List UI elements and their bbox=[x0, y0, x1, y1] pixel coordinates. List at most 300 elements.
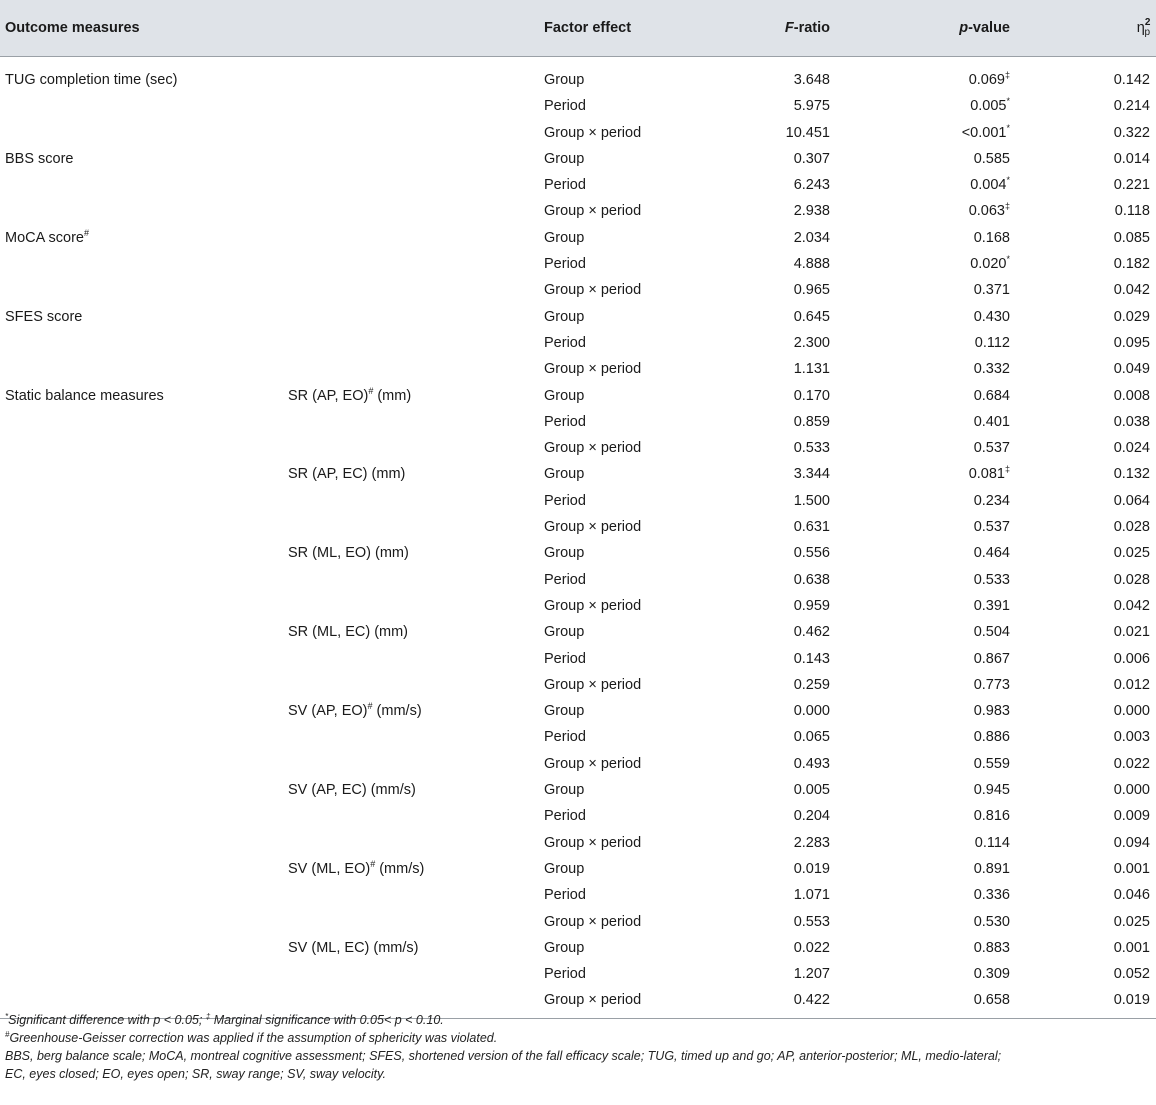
eta-squared-value: 0.221 bbox=[1113, 177, 1150, 194]
cell-p-value bbox=[830, 172, 1010, 198]
table-body bbox=[0, 57, 1156, 1019]
table-row bbox=[0, 856, 1156, 882]
cell-f-ratio bbox=[700, 961, 830, 987]
cell-outcome bbox=[0, 383, 288, 409]
cell-eta-squared bbox=[1010, 198, 1156, 224]
table-row bbox=[0, 251, 1156, 277]
factor-effect-label: Period bbox=[544, 887, 586, 904]
cell-factor-effect bbox=[544, 146, 700, 172]
cell-f-ratio bbox=[700, 304, 830, 330]
cell-eta-squared bbox=[1010, 803, 1156, 829]
factor-effect-label: Group bbox=[544, 703, 585, 720]
cell-f-ratio bbox=[700, 330, 830, 356]
cell-sub-measure bbox=[288, 251, 544, 277]
table-row bbox=[0, 356, 1156, 382]
p-value-value: 0.559 bbox=[973, 755, 1010, 772]
cell-sub-measure bbox=[288, 698, 544, 724]
cell-outcome bbox=[0, 330, 288, 356]
cell-sub-measure bbox=[288, 146, 544, 172]
p-value-value: 0.234 bbox=[973, 492, 1010, 509]
table-row bbox=[0, 803, 1156, 829]
factor-effect-label: Group × period bbox=[544, 124, 642, 141]
footnote-greenhouse bbox=[5, 1029, 1140, 1047]
p-value-value: 0.081 bbox=[968, 466, 1005, 483]
sub-measure-label: SV (AP, EC) (mm/s) bbox=[288, 782, 416, 799]
cell-f-ratio bbox=[700, 146, 830, 172]
cell-eta-squared bbox=[1010, 646, 1156, 672]
cell-factor-effect bbox=[544, 672, 700, 698]
cell-p-value bbox=[830, 830, 1010, 856]
cell-f-ratio bbox=[700, 277, 830, 303]
p-value-value: 0.883 bbox=[973, 939, 1010, 956]
cell-eta-squared bbox=[1010, 330, 1156, 356]
cell-p-value bbox=[830, 540, 1010, 566]
cell-f-ratio bbox=[700, 593, 830, 619]
table-row bbox=[0, 672, 1156, 698]
cell-p-value bbox=[830, 435, 1010, 461]
table-row bbox=[0, 830, 1156, 856]
cell-eta-squared bbox=[1010, 882, 1156, 908]
p-value-value: 0.983 bbox=[973, 703, 1010, 720]
cell-f-ratio bbox=[700, 909, 830, 935]
factor-effect-label: Period bbox=[544, 334, 586, 351]
p-value-value: 0.112 bbox=[974, 334, 1010, 351]
cell-outcome bbox=[0, 461, 288, 487]
cell-outcome bbox=[0, 488, 288, 514]
footnote-greenhouse-text: Greenhouse-Geisser correction was applied if the assumption of sphericity was violated. bbox=[9, 1031, 498, 1045]
eta-squared-value: 0.038 bbox=[1113, 413, 1150, 430]
cell-eta-squared bbox=[1010, 93, 1156, 119]
cell-eta-squared bbox=[1010, 225, 1156, 251]
p-value-value: 0.585 bbox=[973, 150, 1010, 167]
cell-p-value bbox=[830, 751, 1010, 777]
p-value-value: 0.332 bbox=[973, 361, 1010, 378]
cell-f-ratio bbox=[700, 698, 830, 724]
table-row bbox=[0, 57, 1156, 94]
cell-factor-effect bbox=[544, 777, 700, 803]
f-ratio-value: 0.638 bbox=[793, 571, 830, 588]
cell-sub-measure bbox=[288, 882, 544, 908]
eta-squared-value: 0.009 bbox=[1113, 808, 1150, 825]
cell-sub-measure bbox=[288, 619, 544, 645]
cell-sub-measure bbox=[288, 567, 544, 593]
cell-p-value bbox=[830, 909, 1010, 935]
cell-outcome bbox=[0, 435, 288, 461]
f-ratio-value: 0.170 bbox=[793, 387, 830, 404]
cell-p-value bbox=[830, 356, 1010, 382]
header-f-ratio bbox=[700, 0, 830, 57]
p-value-value: 0.391 bbox=[973, 597, 1010, 614]
f-ratio-value: 0.022 bbox=[793, 939, 830, 956]
cell-outcome bbox=[0, 514, 288, 540]
cell-f-ratio bbox=[700, 777, 830, 803]
table-row bbox=[0, 882, 1156, 908]
cell-factor-effect bbox=[544, 330, 700, 356]
f-ratio-value: 2.034 bbox=[793, 229, 830, 246]
eta-squared-value: 0.028 bbox=[1113, 571, 1150, 588]
cell-factor-effect bbox=[544, 567, 700, 593]
factor-effect-label: Group bbox=[544, 545, 585, 562]
cell-factor-effect bbox=[544, 435, 700, 461]
factor-effect-label: Period bbox=[544, 966, 586, 983]
header-p-italic: p bbox=[959, 20, 969, 36]
sub-measure-unit: (mm) bbox=[373, 387, 412, 404]
cell-f-ratio bbox=[700, 672, 830, 698]
cell-p-value bbox=[830, 409, 1010, 435]
eta-squared-value: 0.001 bbox=[1113, 860, 1150, 877]
outcome-footnote-mark: # bbox=[83, 227, 89, 238]
eta-squared-value: 0.046 bbox=[1113, 887, 1150, 904]
sub-measure-label: SR (AP, EO) bbox=[288, 387, 369, 404]
p-value-value: 0.371 bbox=[973, 282, 1010, 299]
cell-factor-effect bbox=[544, 698, 700, 724]
cell-sub-measure bbox=[288, 225, 544, 251]
factor-effect-label: Period bbox=[544, 492, 586, 509]
factor-effect-label: Period bbox=[544, 808, 586, 825]
eta-squared-value: 0.142 bbox=[1113, 72, 1150, 88]
f-ratio-value: 3.344 bbox=[793, 466, 830, 483]
table-row bbox=[0, 461, 1156, 487]
f-ratio-value: 1.500 bbox=[793, 492, 830, 509]
eta-squared-value: 0.322 bbox=[1113, 124, 1150, 141]
f-ratio-value: 0.493 bbox=[793, 755, 830, 772]
cell-eta-squared bbox=[1010, 935, 1156, 961]
p-value-value: 0.891 bbox=[973, 860, 1010, 877]
cell-factor-effect bbox=[544, 57, 700, 94]
cell-f-ratio bbox=[700, 172, 830, 198]
p-value-footnote-mark: * bbox=[1006, 122, 1010, 133]
cell-f-ratio bbox=[700, 57, 830, 94]
eta-squared-value: 0.001 bbox=[1113, 939, 1150, 956]
sub-measure-footnote-mark: # bbox=[368, 385, 374, 396]
cell-outcome bbox=[0, 672, 288, 698]
factor-effect-label: Group × period bbox=[544, 834, 642, 851]
table-row bbox=[0, 304, 1156, 330]
table-row bbox=[0, 935, 1156, 961]
cell-p-value bbox=[830, 856, 1010, 882]
cell-eta-squared bbox=[1010, 856, 1156, 882]
eta-squared-value: 0.095 bbox=[1113, 334, 1150, 351]
cell-sub-measure bbox=[288, 488, 544, 514]
factor-effect-label: Group bbox=[544, 466, 585, 483]
cell-f-ratio bbox=[700, 409, 830, 435]
sub-measure-label: SR (ML, EO) (mm) bbox=[288, 545, 409, 562]
factor-effect-label: Group × period bbox=[544, 597, 642, 614]
cell-factor-effect bbox=[544, 751, 700, 777]
cell-sub-measure bbox=[288, 383, 544, 409]
table-row bbox=[0, 172, 1156, 198]
cell-p-value bbox=[830, 146, 1010, 172]
p-value-value: 0.336 bbox=[973, 887, 1010, 904]
cell-eta-squared bbox=[1010, 304, 1156, 330]
cell-f-ratio bbox=[700, 514, 830, 540]
f-ratio-value: 0.533 bbox=[793, 440, 830, 457]
cell-f-ratio bbox=[700, 751, 830, 777]
cell-eta-squared bbox=[1010, 146, 1156, 172]
eta-squared-value: 0.003 bbox=[1113, 729, 1150, 746]
cell-sub-measure bbox=[288, 961, 544, 987]
cell-p-value bbox=[830, 383, 1010, 409]
cell-f-ratio bbox=[700, 356, 830, 382]
p-value-footnote-mark: ‡ bbox=[1004, 464, 1010, 475]
eta-squared-value: 0.025 bbox=[1113, 545, 1150, 562]
cell-sub-measure bbox=[288, 803, 544, 829]
cell-outcome bbox=[0, 540, 288, 566]
cell-sub-measure bbox=[288, 304, 544, 330]
cell-outcome bbox=[0, 93, 288, 119]
cell-factor-effect bbox=[544, 803, 700, 829]
cell-factor-effect bbox=[544, 198, 700, 224]
cell-outcome bbox=[0, 856, 288, 882]
cell-outcome bbox=[0, 120, 288, 146]
sub-measure-label: SR (ML, EC) (mm) bbox=[288, 624, 409, 641]
p-value-value: 0.537 bbox=[973, 440, 1010, 457]
cell-sub-measure bbox=[288, 830, 544, 856]
factor-effect-label: Group bbox=[544, 860, 585, 877]
cell-factor-effect bbox=[544, 909, 700, 935]
cell-sub-measure bbox=[288, 646, 544, 672]
p-value-value: 0.168 bbox=[973, 229, 1010, 246]
f-ratio-value: 0.259 bbox=[793, 676, 830, 693]
eta-squared-value: 0.049 bbox=[1113, 361, 1150, 378]
cell-eta-squared bbox=[1010, 751, 1156, 777]
sub-measure-label: SR (AP, EC) (mm) bbox=[288, 466, 406, 483]
eta-squared-value: 0.094 bbox=[1113, 834, 1150, 851]
footnote-double-dagger-mark: ‡ bbox=[205, 1011, 211, 1021]
f-ratio-value: 5.975 bbox=[793, 98, 830, 115]
table-row bbox=[0, 120, 1156, 146]
sub-measure-label: SV (ML, EO) bbox=[288, 860, 371, 877]
p-value-value: 0.537 bbox=[973, 519, 1010, 536]
cell-eta-squared bbox=[1010, 540, 1156, 566]
table-row bbox=[0, 646, 1156, 672]
eta-squared-value: 0.006 bbox=[1113, 650, 1150, 667]
outcome-label: SFES score bbox=[5, 308, 83, 325]
eta-squared-value: 0.182 bbox=[1113, 256, 1150, 273]
cell-outcome bbox=[0, 803, 288, 829]
table-row bbox=[0, 277, 1156, 303]
cell-p-value bbox=[830, 225, 1010, 251]
table-row bbox=[0, 514, 1156, 540]
table-row bbox=[0, 540, 1156, 566]
cell-sub-measure bbox=[288, 777, 544, 803]
cell-p-value bbox=[830, 57, 1010, 94]
cell-factor-effect bbox=[544, 830, 700, 856]
f-ratio-value: 0.553 bbox=[793, 913, 830, 930]
p-value-value: 0.430 bbox=[973, 308, 1010, 325]
f-ratio-value: 0.307 bbox=[793, 150, 830, 167]
table-row bbox=[0, 93, 1156, 119]
p-value-value: 0.401 bbox=[973, 413, 1010, 430]
p-value-footnote-mark: ‡ bbox=[1004, 70, 1010, 81]
table-row bbox=[0, 146, 1156, 172]
cell-outcome bbox=[0, 724, 288, 750]
cell-sub-measure bbox=[288, 935, 544, 961]
f-ratio-value: 0.422 bbox=[793, 992, 830, 1009]
cell-eta-squared bbox=[1010, 619, 1156, 645]
table-row bbox=[0, 724, 1156, 750]
factor-effect-label: Period bbox=[544, 413, 586, 430]
f-ratio-value: 1.071 bbox=[793, 887, 830, 904]
header-f-italic: F bbox=[784, 20, 794, 36]
eta-squared-value: 0.008 bbox=[1113, 387, 1150, 404]
cell-factor-effect bbox=[544, 277, 700, 303]
eta-squared-value: 0.214 bbox=[1113, 98, 1150, 115]
table-row bbox=[0, 435, 1156, 461]
footnote-asterisk-mark: * bbox=[5, 1011, 9, 1021]
footnote-marginal-text: Marginal significance with 0.05< p < 0.10. bbox=[210, 1013, 444, 1027]
eta-squared-value: 0.025 bbox=[1113, 913, 1150, 930]
cell-eta-squared bbox=[1010, 172, 1156, 198]
cell-sub-measure bbox=[288, 435, 544, 461]
header-partial-eta-squared bbox=[1010, 0, 1156, 57]
cell-sub-measure bbox=[288, 93, 544, 119]
cell-p-value bbox=[830, 277, 1010, 303]
footnote-hash-mark: # bbox=[5, 1029, 10, 1039]
cell-factor-effect bbox=[544, 961, 700, 987]
f-ratio-value: 2.938 bbox=[793, 203, 830, 220]
f-ratio-value: 0.019 bbox=[793, 860, 830, 877]
cell-factor-effect bbox=[544, 120, 700, 146]
f-ratio-value: 1.131 bbox=[793, 361, 830, 378]
eta-subscript: p bbox=[1144, 27, 1150, 38]
cell-outcome bbox=[0, 251, 288, 277]
cell-sub-measure bbox=[288, 856, 544, 882]
cell-p-value bbox=[830, 461, 1010, 487]
p-value-value: 0.945 bbox=[973, 782, 1010, 799]
factor-effect-label: Group bbox=[544, 387, 585, 404]
cell-p-value bbox=[830, 646, 1010, 672]
outcome-label: BBS score bbox=[5, 150, 74, 167]
p-value-value: 0.005 bbox=[970, 98, 1007, 115]
factor-effect-label: Group bbox=[544, 939, 585, 956]
p-value-footnote-mark: * bbox=[1006, 96, 1010, 107]
cell-eta-squared bbox=[1010, 251, 1156, 277]
cell-p-value bbox=[830, 198, 1010, 224]
cell-f-ratio bbox=[700, 724, 830, 750]
footnote-significance-text: Significant difference with p < 0.05; bbox=[8, 1013, 206, 1027]
cell-factor-effect bbox=[544, 646, 700, 672]
eta-squared-value: 0.000 bbox=[1113, 782, 1150, 799]
factor-effect-label: Group bbox=[544, 229, 585, 246]
eta-squared-value: 0.029 bbox=[1113, 308, 1150, 325]
cell-sub-measure bbox=[288, 172, 544, 198]
cell-sub-measure bbox=[288, 514, 544, 540]
cell-outcome bbox=[0, 57, 288, 94]
sub-measure-footnote-mark: # bbox=[367, 701, 373, 712]
cell-outcome bbox=[0, 225, 288, 251]
cell-sub-measure bbox=[288, 751, 544, 777]
cell-factor-effect bbox=[544, 93, 700, 119]
table-row bbox=[0, 593, 1156, 619]
eta-squared-value: 0.052 bbox=[1113, 966, 1150, 983]
cell-outcome bbox=[0, 356, 288, 382]
footnote-significance bbox=[5, 1011, 1140, 1029]
cell-eta-squared bbox=[1010, 567, 1156, 593]
cell-p-value bbox=[830, 724, 1010, 750]
cell-outcome bbox=[0, 409, 288, 435]
factor-effect-label: Group bbox=[544, 150, 585, 167]
factor-effect-label: Group bbox=[544, 782, 585, 799]
cell-p-value bbox=[830, 935, 1010, 961]
cell-eta-squared bbox=[1010, 777, 1156, 803]
cell-f-ratio bbox=[700, 935, 830, 961]
cell-outcome bbox=[0, 277, 288, 303]
cell-factor-effect bbox=[544, 593, 700, 619]
cell-outcome bbox=[0, 567, 288, 593]
factor-effect-label: Group × period bbox=[544, 203, 642, 220]
cell-outcome bbox=[0, 646, 288, 672]
table-row bbox=[0, 777, 1156, 803]
table-row bbox=[0, 909, 1156, 935]
cell-eta-squared bbox=[1010, 277, 1156, 303]
cell-eta-squared bbox=[1010, 383, 1156, 409]
cell-f-ratio bbox=[700, 461, 830, 487]
eta-squared-value: 0.132 bbox=[1113, 466, 1150, 483]
p-value-value: 0.309 bbox=[973, 966, 1010, 983]
cell-factor-effect bbox=[544, 540, 700, 566]
table-header bbox=[0, 0, 1156, 57]
cell-outcome bbox=[0, 304, 288, 330]
cell-p-value bbox=[830, 777, 1010, 803]
cell-p-value bbox=[830, 593, 1010, 619]
cell-f-ratio bbox=[700, 646, 830, 672]
table-row bbox=[0, 619, 1156, 645]
cell-outcome bbox=[0, 172, 288, 198]
cell-f-ratio bbox=[700, 856, 830, 882]
cell-p-value bbox=[830, 567, 1010, 593]
p-value-value: 0.464 bbox=[973, 545, 1010, 562]
cell-eta-squared bbox=[1010, 120, 1156, 146]
cell-outcome bbox=[0, 198, 288, 224]
p-value-value: 0.816 bbox=[973, 808, 1010, 825]
table-row bbox=[0, 751, 1156, 777]
cell-eta-squared bbox=[1010, 909, 1156, 935]
cell-eta-squared bbox=[1010, 672, 1156, 698]
cell-f-ratio bbox=[700, 93, 830, 119]
cell-factor-effect bbox=[544, 409, 700, 435]
cell-p-value bbox=[830, 803, 1010, 829]
cell-f-ratio bbox=[700, 803, 830, 829]
cell-sub-measure bbox=[288, 330, 544, 356]
cell-sub-measure bbox=[288, 909, 544, 935]
p-value-value: 0.020 bbox=[970, 256, 1007, 273]
cell-factor-effect bbox=[544, 514, 700, 540]
cell-eta-squared bbox=[1010, 409, 1156, 435]
cell-factor-effect bbox=[544, 461, 700, 487]
outcome-label: TUG completion time (sec) bbox=[5, 72, 178, 88]
eta-squared-value: 0.012 bbox=[1113, 676, 1150, 693]
cell-eta-squared bbox=[1010, 356, 1156, 382]
cell-factor-effect bbox=[544, 882, 700, 908]
cell-f-ratio bbox=[700, 383, 830, 409]
p-value-value: 0.773 bbox=[973, 676, 1010, 693]
eta-squared-value: 0.022 bbox=[1113, 755, 1150, 772]
factor-effect-label: Group bbox=[544, 308, 585, 325]
cell-f-ratio bbox=[700, 882, 830, 908]
sub-measure-label: SV (AP, EO) bbox=[288, 703, 368, 720]
p-value-value: 0.658 bbox=[973, 992, 1010, 1009]
p-value-value: 0.063 bbox=[968, 203, 1005, 220]
eta-squared-value: 0.021 bbox=[1113, 624, 1150, 641]
cell-factor-effect bbox=[544, 251, 700, 277]
cell-sub-measure bbox=[288, 120, 544, 146]
cell-p-value bbox=[830, 120, 1010, 146]
cell-eta-squared bbox=[1010, 698, 1156, 724]
cell-p-value bbox=[830, 304, 1010, 330]
factor-effect-label: Group × period bbox=[544, 913, 642, 930]
table-row bbox=[0, 698, 1156, 724]
